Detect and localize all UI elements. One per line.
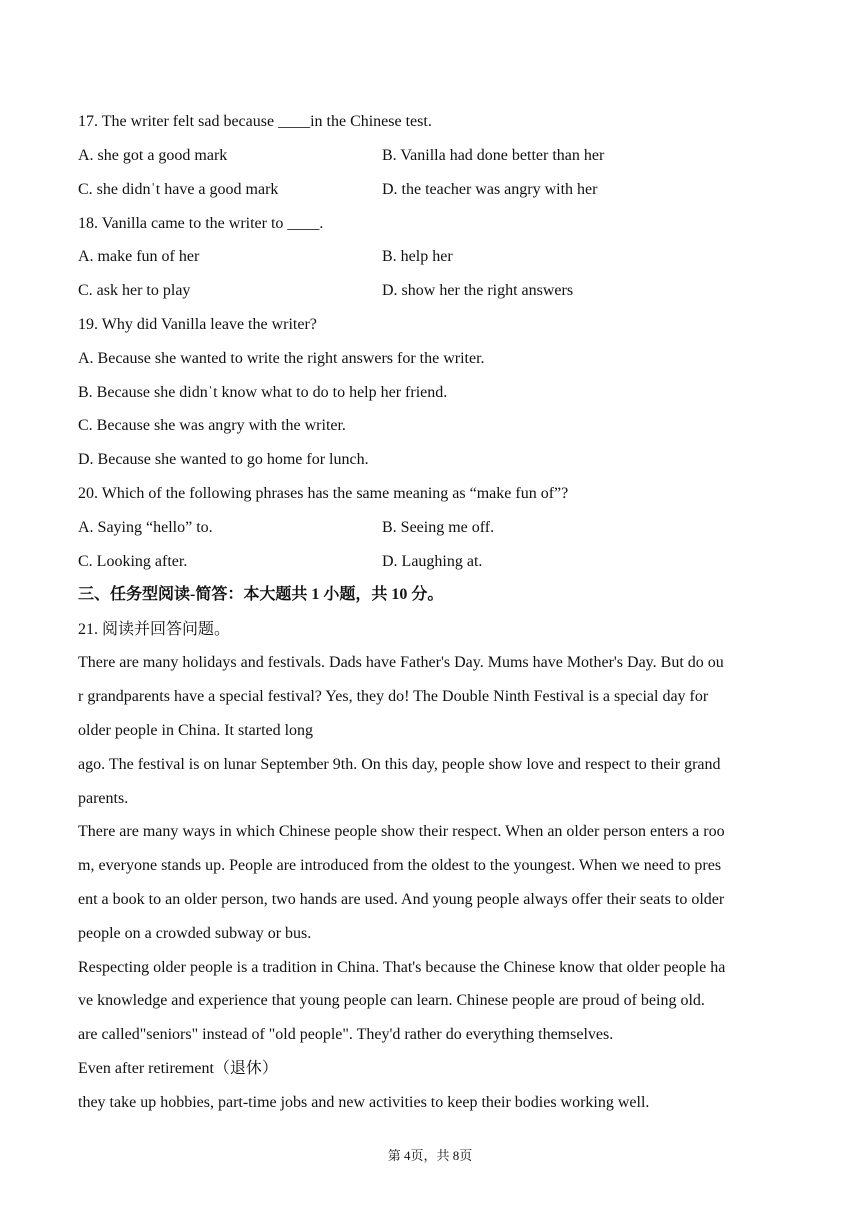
question-17-option-a: A. she got a good mark (78, 147, 228, 164)
passage-line: m, everyone stands up. People are introduced from the oldest to the youngest. When we need to pres (78, 857, 722, 874)
section-3-heading-mid: 小题，共 (319, 586, 392, 603)
passage-line: are called"seniors" instead of "old people". They'd rather do everything themselves. (78, 1026, 614, 1043)
passage-line: ve knowledge and experience that young people can learn. Chinese people are proud of being old. (78, 992, 705, 1009)
question-20-option-b: B. Seeing me off. (382, 519, 495, 536)
question-17-option-b: B. Vanilla had done better than her (382, 147, 605, 164)
footer-prefix: 第 (387, 1148, 404, 1163)
question-18-stem: 18. Vanilla came to the writer to ____. (78, 215, 324, 232)
footer-page-number: 4 (403, 1148, 411, 1163)
question-19-option-a: A. Because she wanted to write the right answers for the writer. (78, 350, 485, 367)
question-17-option-d: D. the teacher was angry with her (382, 181, 598, 198)
section-3-heading-prefix: 三、任务型阅读-简答：本大题共 (78, 586, 312, 603)
question-19-option-c: C. Because she was angry with the writer. (78, 417, 346, 434)
passage-line: There are many ways in which Chinese people show their respect. When an older person enters a roo (78, 823, 725, 840)
footer-suffix: 页 (459, 1148, 473, 1163)
question-20-option-c: C. Looking after. (78, 553, 188, 570)
question-20-option-d: D. Laughing at. (382, 553, 483, 570)
footer-mid: 页，共 (410, 1148, 453, 1163)
question-19-option-d: D. Because she wanted to go home for lunch. (78, 451, 369, 468)
passage-line: Even after retirement（退休） (78, 1060, 278, 1077)
question-17-option-c: C. she didnˈt have a good mark (78, 181, 279, 198)
question-18-option-b: B. help her (382, 248, 453, 265)
passage-line: ago. The festival is on lunar September 9th. On this day, people show love and respect to their grand (78, 756, 721, 773)
section-3-question-count: 1 (311, 586, 320, 603)
question-19-option-b: B. Because she didnˈt know what to do to help her friend. (78, 384, 448, 401)
question-21-stem: 21. 阅读并回答问题。 (78, 621, 231, 638)
passage-line: parents. (78, 790, 129, 807)
footer-total-pages: 8 (452, 1148, 460, 1163)
passage-line: they take up hobbies, part-time jobs and new activities to keep their bodies working well. (78, 1094, 650, 1111)
question-18-option-a: A. make fun of her (78, 248, 200, 265)
section-3-score: 10 (391, 586, 408, 603)
passage-line: people on a crowded subway or bus. (78, 925, 312, 942)
passage-line: Respecting older people is a tradition in China. That's because the Chinese know that older people ha (78, 959, 726, 976)
question-18-option-c: C. ask her to play (78, 282, 191, 299)
question-20-stem: 20. Which of the following phrases has the same meaning as “make fun of”? (78, 485, 569, 502)
question-17-stem: 17. The writer felt sad because ____in the Chinese test. (78, 113, 432, 130)
page-footer (0, 1148, 860, 1164)
section-3-heading-suffix: 分。 (407, 586, 444, 603)
question-19-stem: 19. Why did Vanilla leave the writer? (78, 316, 317, 333)
question-18-option-d: D. show her the right answers (382, 282, 574, 299)
passage-line: There are many holidays and festivals. Dads have Father's Day. Mums have Mother's Day. But do ou (78, 654, 724, 671)
question-20-option-a: A. Saying “hello” to. (78, 519, 213, 536)
passage-line: ent a book to an older person, two hands are used. And young people always offer their seats to older (78, 891, 725, 908)
section-3-heading (78, 585, 443, 605)
passage-line: r grandparents have a special festival? Yes, they do! The Double Ninth Festival is a special day for (78, 688, 709, 705)
passage-line: older people in China. It started long (78, 722, 314, 739)
